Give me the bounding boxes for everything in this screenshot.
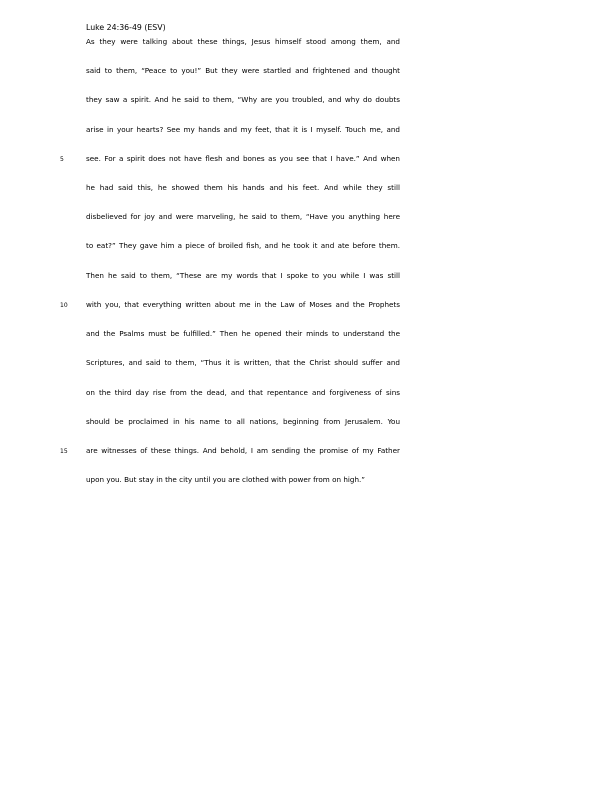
text-line-11: and the Psalms must be fulfilled.” Then he opened their minds to understand the xyxy=(86,329,400,338)
text-line-10: with you, that everything written about me in the Law of Moses and the Prophets xyxy=(86,300,400,309)
text-line-16: upon you. But stay in the city until you are clothed with power from on high.” xyxy=(86,475,366,484)
passage-title: Luke 24:36-49 (ESV) xyxy=(86,23,166,32)
text-line-3: they saw a spirit. And he said to them, “Why are you troubled, and why do doubts xyxy=(86,95,400,104)
text-line-12: Scriptures, and said to them, “Thus it is written, that the Christ should suffer and xyxy=(86,358,400,367)
text-line-14: should be proclaimed in his name to all nations, beginning from Jerusalem. You xyxy=(86,417,400,426)
text-line-15: are witnesses of these things. And behold, I am sending the promise of my Father xyxy=(86,446,400,455)
text-line-7: disbelieved for joy and were marveling, he said to them, “Have you anything here xyxy=(86,212,400,221)
text-line-9: Then he said to them, “These are my words that I spoke to you while I was still xyxy=(86,271,400,280)
text-line-6: he had said this, he showed them his hands and his feet. And while they still xyxy=(86,183,400,192)
text-line-4: arise in your hearts? See my hands and my feet, that it is I myself. Touch me, and xyxy=(86,125,400,134)
text-line-5: see. For a spirit does not have flesh and bones as you see that I have.” And when xyxy=(86,154,400,163)
text-line-1: As they were talking about these things, Jesus himself stood among them, and xyxy=(86,37,400,46)
line-number-5: 5 xyxy=(60,156,64,163)
text-line-2: said to them, “Peace to you!” But they were startled and frightened and thought xyxy=(86,66,400,75)
line-number-10: 10 xyxy=(60,302,68,309)
text-line-8: to eat?” They gave him a piece of broiled fish, and he took it and ate before them. xyxy=(86,241,400,250)
line-number-15: 15 xyxy=(60,448,68,455)
text-line-13: on the third day rise from the dead, and that repentance and forgiveness of sins xyxy=(86,388,400,397)
